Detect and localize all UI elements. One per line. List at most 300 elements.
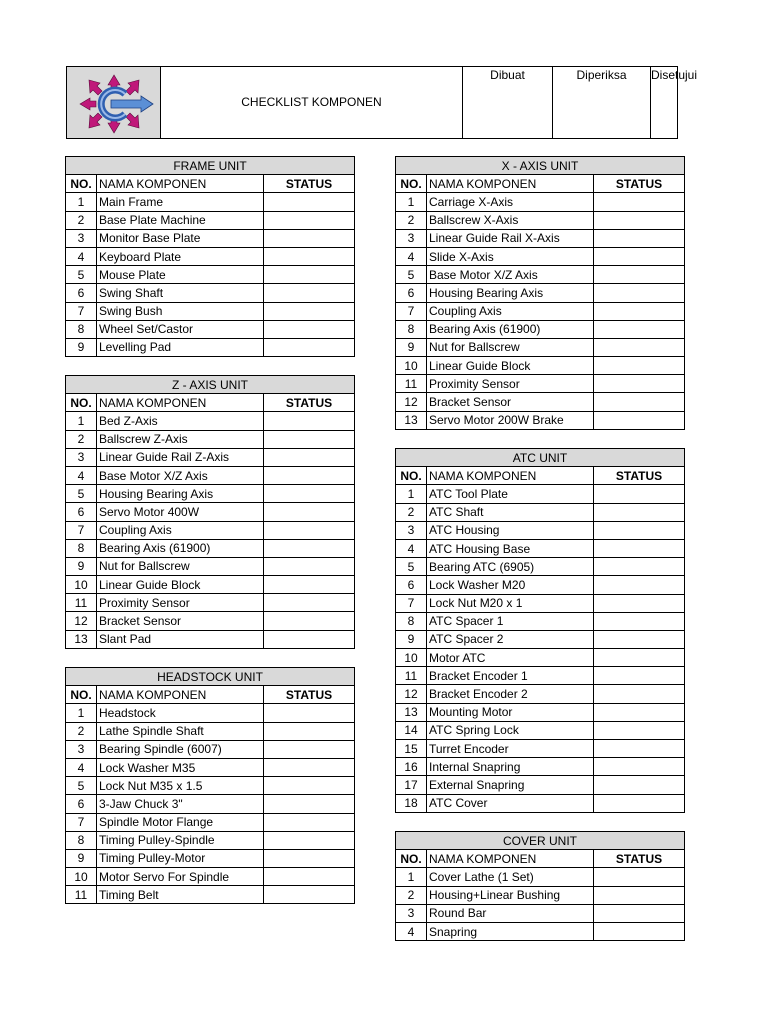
status-cell[interactable] [264, 849, 355, 867]
table-row [66, 338, 355, 356]
component-name: Motor Servo For Spindle [97, 868, 264, 886]
component-name: Mounting Motor [427, 703, 594, 721]
table-row [396, 740, 685, 758]
component-name: ATC Cover [427, 794, 594, 812]
x-axis-unit-table [395, 156, 684, 430]
row-number: 2 [396, 503, 427, 521]
status-cell[interactable] [264, 211, 355, 229]
table-row [396, 630, 685, 648]
table-row [396, 794, 685, 812]
row-number: 1 [396, 193, 427, 211]
component-name: Servo Motor 200W Brake [427, 411, 594, 429]
frame-unit-table [65, 156, 354, 357]
component-name: Housing+Linear Bushing [427, 886, 594, 904]
row-number: 1 [66, 412, 97, 430]
unit-title: FRAME UNIT [66, 157, 355, 175]
table-row [66, 193, 355, 211]
status-cell[interactable] [594, 612, 685, 630]
component-name: Coupling Axis [427, 302, 594, 320]
status-cell[interactable] [264, 758, 355, 776]
row-number: 3 [396, 229, 427, 247]
component-name: Mouse Plate [97, 266, 264, 284]
row-number: 6 [396, 576, 427, 594]
table-row [396, 685, 685, 703]
status-cell[interactable] [594, 685, 685, 703]
component-name: Turret Encoder [427, 740, 594, 758]
column-header-status: STATUS [264, 394, 355, 412]
table-row [396, 393, 685, 411]
row-number: 2 [396, 886, 427, 904]
status-cell[interactable] [594, 503, 685, 521]
table-row [66, 503, 355, 521]
status-cell[interactable] [264, 284, 355, 302]
row-number: 3 [66, 740, 97, 758]
table-row [66, 612, 355, 630]
table-row [66, 740, 355, 758]
table-row [396, 266, 685, 284]
unit-title: COVER UNIT [396, 832, 685, 850]
status-cell[interactable] [594, 229, 685, 247]
table-row [396, 886, 685, 904]
component-name: Main Frame [97, 193, 264, 211]
unit-title: HEADSTOCK UNIT [66, 668, 355, 686]
column-header-no: NO. [66, 686, 97, 704]
row-number: 7 [396, 594, 427, 612]
status-cell[interactable] [264, 612, 355, 630]
status-cell[interactable] [594, 758, 685, 776]
component-name: Bracket Sensor [97, 612, 264, 630]
table-row [396, 594, 685, 612]
table-row [66, 211, 355, 229]
row-number: 3 [396, 904, 427, 922]
component-name: Lock Washer M20 [427, 576, 594, 594]
component-name: Linear Guide Block [427, 357, 594, 375]
status-cell[interactable] [264, 466, 355, 484]
status-cell[interactable] [594, 922, 685, 940]
component-name: Levelling Pad [97, 338, 264, 356]
status-cell[interactable] [264, 320, 355, 338]
table-row [66, 320, 355, 338]
component-name: Lock Nut M35 x 1.5 [97, 777, 264, 795]
column-header-name: NAMA KOMPONEN [427, 850, 594, 868]
row-number: 13 [396, 411, 427, 429]
component-name: Base Plate Machine [97, 211, 264, 229]
component-name: Snapring [427, 922, 594, 940]
status-cell[interactable] [264, 630, 355, 648]
component-name: Timing Belt [97, 886, 264, 904]
table-row [396, 667, 685, 685]
row-number: 11 [66, 594, 97, 612]
status-cell[interactable] [264, 247, 355, 265]
table-row [396, 539, 685, 557]
status-cell[interactable] [264, 485, 355, 503]
row-number: 5 [396, 558, 427, 576]
status-cell[interactable] [594, 794, 685, 812]
column-header-no: NO. [66, 394, 97, 412]
table-row [396, 229, 685, 247]
component-name: Bed Z-Axis [97, 412, 264, 430]
table-row [396, 521, 685, 539]
component-name: Proximity Sensor [427, 375, 594, 393]
component-name: Spindle Motor Flange [97, 813, 264, 831]
table-row [66, 521, 355, 539]
z-axis-unit-table [65, 375, 354, 649]
component-name: Housing Bearing Axis [97, 485, 264, 503]
row-number: 1 [396, 485, 427, 503]
table-row [396, 776, 685, 794]
row-number: 1 [66, 193, 97, 211]
component-name: Linear Guide Rail Z-Axis [97, 448, 264, 466]
row-number: 5 [66, 485, 97, 503]
row-number: 2 [66, 430, 97, 448]
status-cell[interactable] [594, 868, 685, 886]
document-title: CHECKLIST KOMPONEN [241, 95, 382, 109]
status-cell[interactable] [264, 302, 355, 320]
row-number: 11 [66, 886, 97, 904]
row-number: 2 [396, 211, 427, 229]
table-row [396, 247, 685, 265]
table-row [66, 557, 355, 575]
component-name: Lock Nut M20 x 1 [427, 594, 594, 612]
unit-title: ATC UNIT [396, 449, 685, 467]
signature-disetujui: Disetujui [651, 68, 698, 82]
status-cell[interactable] [264, 831, 355, 849]
component-name: Swing Bush [97, 302, 264, 320]
table-row [66, 594, 355, 612]
row-number: 7 [66, 813, 97, 831]
checklist-table [65, 156, 355, 357]
signature-dibuat: Dibuat [463, 67, 553, 138]
company-logo-icon [67, 67, 161, 139]
row-number: 9 [66, 849, 97, 867]
headstock-unit-table [65, 667, 354, 904]
component-name: Swing Shaft [97, 284, 264, 302]
status-cell[interactable] [594, 411, 685, 429]
table-row [66, 229, 355, 247]
status-cell[interactable] [264, 813, 355, 831]
column-header-name: NAMA KOMPONEN [97, 394, 264, 412]
row-number: 10 [66, 576, 97, 594]
table-row [396, 558, 685, 576]
status-cell[interactable] [264, 557, 355, 575]
table-row [66, 430, 355, 448]
status-cell[interactable] [264, 795, 355, 813]
row-number: 15 [396, 740, 427, 758]
status-cell[interactable] [594, 266, 685, 284]
row-number: 13 [396, 703, 427, 721]
column-header-no: NO. [396, 175, 427, 193]
column-header-name: NAMA KOMPONEN [97, 175, 264, 193]
table-row [66, 284, 355, 302]
row-number: 18 [396, 794, 427, 812]
table-row [396, 357, 685, 375]
component-name: Bearing Axis (61900) [97, 539, 264, 557]
component-name: Nut for Ballscrew [427, 338, 594, 356]
table-row [66, 849, 355, 867]
status-cell[interactable] [264, 412, 355, 430]
status-cell[interactable] [594, 521, 685, 539]
column-header-status: STATUS [264, 175, 355, 193]
status-cell[interactable] [594, 667, 685, 685]
status-cell[interactable] [594, 211, 685, 229]
table-row [66, 539, 355, 557]
row-number: 4 [396, 922, 427, 940]
column-header-no: NO. [396, 467, 427, 485]
row-number: 6 [396, 284, 427, 302]
row-number: 6 [66, 795, 97, 813]
table-row [396, 922, 685, 940]
row-number: 2 [66, 211, 97, 229]
component-name: Monitor Base Plate [97, 229, 264, 247]
table-row [66, 813, 355, 831]
status-cell[interactable] [264, 521, 355, 539]
status-cell[interactable] [594, 247, 685, 265]
component-name: Keyboard Plate [97, 247, 264, 265]
table-row [396, 485, 685, 503]
column-header-status: STATUS [264, 686, 355, 704]
component-name: Carriage X-Axis [427, 193, 594, 211]
row-number: 9 [66, 557, 97, 575]
status-cell[interactable] [594, 904, 685, 922]
row-number: 1 [66, 704, 97, 722]
column-header-status: STATUS [594, 175, 685, 193]
table-row [396, 649, 685, 667]
status-cell[interactable] [264, 594, 355, 612]
component-name: Motor ATC [427, 649, 594, 667]
component-name: Linear Guide Rail X-Axis [427, 229, 594, 247]
component-name: Headstock [97, 704, 264, 722]
component-name: Coupling Axis [97, 521, 264, 539]
status-cell[interactable] [264, 338, 355, 356]
component-name: ATC Spacer 2 [427, 630, 594, 648]
table-row [66, 704, 355, 722]
row-number: 9 [396, 630, 427, 648]
row-number: 3 [66, 229, 97, 247]
row-number: 6 [66, 284, 97, 302]
component-name: Internal Snapring [427, 758, 594, 776]
component-name: Round Bar [427, 904, 594, 922]
cover-unit-table [395, 831, 684, 941]
component-name: Cover Lathe (1 Set) [427, 868, 594, 886]
component-name: ATC Tool Plate [427, 485, 594, 503]
status-cell[interactable] [594, 649, 685, 667]
table-row [396, 320, 685, 338]
row-number: 3 [396, 521, 427, 539]
status-cell[interactable] [264, 868, 355, 886]
component-name: Bearing ATC (6905) [427, 558, 594, 576]
status-cell[interactable] [594, 485, 685, 503]
status-cell[interactable] [594, 375, 685, 393]
table-row [396, 211, 685, 229]
table-row [396, 868, 685, 886]
table-row [66, 886, 355, 904]
status-cell[interactable] [594, 393, 685, 411]
status-cell[interactable] [264, 722, 355, 740]
status-cell[interactable] [594, 776, 685, 794]
row-number: 9 [66, 338, 97, 356]
row-number: 8 [66, 831, 97, 849]
table-row [66, 247, 355, 265]
status-cell[interactable] [594, 886, 685, 904]
row-number: 11 [396, 667, 427, 685]
component-name: Base Motor X/Z Axis [97, 466, 264, 484]
checklist-table [395, 831, 685, 941]
row-number: 12 [396, 685, 427, 703]
row-number: 1 [396, 868, 427, 886]
row-number: 17 [396, 776, 427, 794]
component-name: Bracket Encoder 1 [427, 667, 594, 685]
component-name: ATC Housing [427, 521, 594, 539]
table-row [396, 576, 685, 594]
table-row [396, 284, 685, 302]
status-cell[interactable] [264, 576, 355, 594]
component-name: Bracket Encoder 2 [427, 685, 594, 703]
checklist-table [395, 448, 685, 813]
table-row [396, 758, 685, 776]
status-cell[interactable] [264, 229, 355, 247]
component-name: Lathe Spindle Shaft [97, 722, 264, 740]
table-row [396, 411, 685, 429]
component-name: Proximity Sensor [97, 594, 264, 612]
component-name: ATC Spring Lock [427, 721, 594, 739]
row-number: 8 [396, 612, 427, 630]
row-number: 4 [396, 539, 427, 557]
status-cell[interactable] [264, 886, 355, 904]
component-name: 3-Jaw Chuck 3" [97, 795, 264, 813]
row-number: 6 [66, 503, 97, 521]
component-name: Timing Pulley-Motor [97, 849, 264, 867]
component-name: External Snapring [427, 776, 594, 794]
component-name: ATC Spacer 1 [427, 612, 594, 630]
checklist-table [395, 156, 685, 430]
row-number: 12 [396, 393, 427, 411]
row-number: 14 [396, 721, 427, 739]
column-header-no: NO. [396, 850, 427, 868]
row-number: 7 [66, 302, 97, 320]
status-cell[interactable] [594, 302, 685, 320]
status-cell[interactable] [594, 721, 685, 739]
signature-diperiksa: Diperiksa [553, 67, 651, 138]
row-number: 2 [66, 722, 97, 740]
row-number: 4 [66, 466, 97, 484]
status-cell[interactable] [594, 284, 685, 302]
row-number: 11 [396, 375, 427, 393]
status-cell[interactable] [594, 576, 685, 594]
row-number: 9 [396, 338, 427, 356]
table-row [66, 777, 355, 795]
status-cell[interactable] [264, 704, 355, 722]
logo-cell [67, 67, 161, 138]
table-row [396, 338, 685, 356]
table-row [66, 302, 355, 320]
status-cell[interactable] [594, 338, 685, 356]
status-cell[interactable] [264, 430, 355, 448]
row-number: 12 [66, 612, 97, 630]
table-row [66, 630, 355, 648]
row-number: 10 [396, 649, 427, 667]
status-cell[interactable] [264, 266, 355, 284]
table-row [396, 193, 685, 211]
table-row [66, 448, 355, 466]
row-number: 7 [396, 302, 427, 320]
table-row [396, 302, 685, 320]
column-header-name: NAMA KOMPONEN [97, 686, 264, 704]
atc-unit-table [395, 448, 684, 813]
table-row [66, 868, 355, 886]
table-row [66, 266, 355, 284]
component-name: Linear Guide Block [97, 576, 264, 594]
table-row [396, 904, 685, 922]
status-cell[interactable] [594, 539, 685, 557]
row-number: 4 [396, 247, 427, 265]
status-cell[interactable] [264, 539, 355, 557]
row-number: 8 [66, 539, 97, 557]
component-name: ATC Shaft [427, 503, 594, 521]
table-row [66, 758, 355, 776]
component-name: ATC Housing Base [427, 539, 594, 557]
status-cell[interactable] [264, 777, 355, 795]
row-number: 8 [66, 320, 97, 338]
checklist-table [65, 375, 355, 649]
column-header-no: NO. [66, 175, 97, 193]
status-cell[interactable] [594, 740, 685, 758]
row-number: 16 [396, 758, 427, 776]
status-cell[interactable] [264, 448, 355, 466]
row-number: 3 [66, 448, 97, 466]
column-header-name: NAMA KOMPONEN [427, 175, 594, 193]
row-number: 7 [66, 521, 97, 539]
row-number: 5 [66, 777, 97, 795]
row-number: 13 [66, 630, 97, 648]
status-cell[interactable] [594, 193, 685, 211]
row-number: 10 [396, 357, 427, 375]
component-name: Bracket Sensor [427, 393, 594, 411]
document-title-cell [161, 67, 463, 138]
unit-title: Z - AXIS UNIT [66, 376, 355, 394]
table-row [66, 485, 355, 503]
row-number: 4 [66, 758, 97, 776]
column-header-status: STATUS [594, 467, 685, 485]
status-cell[interactable] [594, 558, 685, 576]
component-name: Nut for Ballscrew [97, 557, 264, 575]
status-cell[interactable] [594, 357, 685, 375]
status-cell[interactable] [594, 703, 685, 721]
row-number: 8 [396, 320, 427, 338]
status-cell[interactable] [264, 503, 355, 521]
component-name: Wheel Set/Castor [97, 320, 264, 338]
status-cell[interactable] [594, 594, 685, 612]
row-number: 10 [66, 868, 97, 886]
component-name: Ballscrew Z-Axis [97, 430, 264, 448]
component-name: Housing Bearing Axis [427, 284, 594, 302]
table-row [66, 831, 355, 849]
status-cell[interactable] [594, 320, 685, 338]
column-header-status: STATUS [594, 850, 685, 868]
status-cell[interactable] [264, 740, 355, 758]
table-row [66, 722, 355, 740]
status-cell[interactable] [594, 630, 685, 648]
table-row [396, 503, 685, 521]
component-name: Slide X-Axis [427, 247, 594, 265]
table-row [396, 375, 685, 393]
table-row [396, 612, 685, 630]
table-row [396, 703, 685, 721]
status-cell[interactable] [264, 193, 355, 211]
component-name: Servo Motor 400W [97, 503, 264, 521]
component-name: Base Motor X/Z Axis [427, 266, 594, 284]
unit-title: X - AXIS UNIT [396, 157, 685, 175]
table-row [396, 721, 685, 739]
